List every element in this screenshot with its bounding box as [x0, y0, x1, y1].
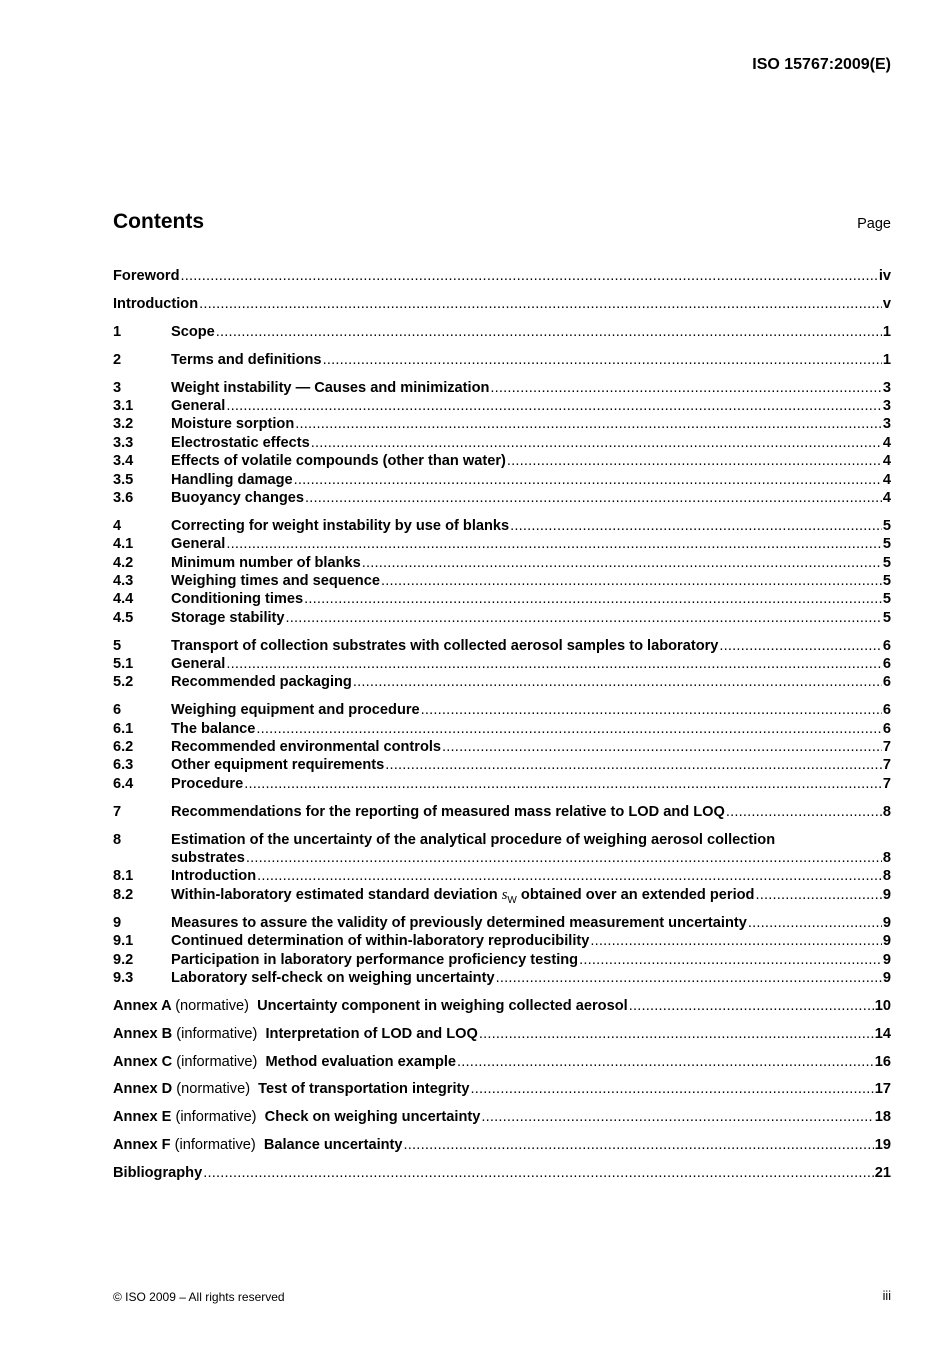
toc-number: 8.2 — [113, 886, 134, 903]
toc-label: Weight instability — Causes and minimization — [171, 379, 490, 396]
toc-page: 9 — [882, 933, 891, 950]
toc-label: The balance — [171, 720, 256, 737]
toc-number: 3.1 — [113, 397, 134, 414]
toc-entry-annex-a[interactable] — [113, 998, 891, 1016]
toc-label: Annex D (normative) Test of transportation integrity — [113, 1081, 470, 1098]
toc-label: Weighing equipment and procedure — [171, 702, 420, 719]
toc-page: 9 — [882, 951, 891, 968]
toc-number: 6.3 — [113, 757, 134, 774]
toc-page: 18 — [874, 1109, 891, 1126]
toc-number: 5.1 — [113, 656, 134, 673]
toc-page: 4 — [882, 434, 891, 451]
dot-leader — [304, 591, 882, 607]
toc-label: Correcting for weight instability by use of blanks — [171, 517, 510, 534]
dot-leader — [323, 352, 882, 368]
toc-page: 1 — [882, 351, 891, 368]
dot-leader — [295, 416, 882, 432]
copyright-notice: © ISO 2009 – All rights reserved — [113, 1290, 285, 1304]
toc-label: Minimum number of blanks — [171, 554, 361, 571]
toc-entry-annex-f[interactable] — [113, 1137, 891, 1155]
toc-page: 7 — [882, 775, 891, 792]
toc-entry-5[interactable] — [113, 638, 891, 656]
dot-leader — [748, 915, 882, 931]
toc-entry-foreword[interactable] — [113, 268, 891, 286]
dot-leader — [471, 1081, 874, 1097]
toc-entry-5-1[interactable] — [113, 656, 891, 674]
dot-leader — [226, 536, 882, 552]
toc-label: Participation in laboratory performance proficiency testing — [171, 951, 579, 968]
toc-page: 21 — [874, 1165, 891, 1182]
dot-leader — [421, 702, 882, 718]
toc-page: 9 — [882, 914, 891, 931]
toc-entry-9-2[interactable] — [113, 952, 891, 970]
dot-leader — [481, 1109, 873, 1125]
toc-page: 3 — [882, 416, 891, 433]
toc-label: Recommended packaging — [171, 674, 352, 691]
dot-leader — [199, 296, 882, 312]
toc-entry-7[interactable] — [113, 804, 891, 822]
dot-leader — [442, 739, 882, 755]
toc-number: 4.3 — [113, 572, 134, 589]
toc-number: 5 — [113, 637, 122, 654]
dot-leader — [294, 472, 882, 488]
dot-leader — [286, 610, 882, 626]
toc-entry-6-3[interactable] — [113, 757, 891, 775]
toc-label: Annex F (informative) Balance uncertainty — [113, 1137, 403, 1154]
toc-number: 3.6 — [113, 489, 134, 506]
toc-label: Introduction — [113, 295, 199, 312]
toc-page: 16 — [874, 1053, 891, 1070]
toc-entry-3-6[interactable] — [113, 490, 891, 508]
toc-page: 9 — [882, 969, 891, 986]
table-of-contents — [113, 268, 891, 1184]
toc-entry-annex-d[interactable] — [113, 1081, 891, 1099]
toc-number: 9.3 — [113, 969, 134, 986]
toc-label: Transport of collection substrates with collected aerosol samples to laboratory — [171, 637, 719, 654]
dot-leader — [457, 1054, 874, 1070]
dot-leader — [305, 490, 882, 506]
toc-page: 19 — [874, 1137, 891, 1154]
toc-label: Weighing times and sequence — [171, 572, 380, 589]
toc-label: Moisture sorption — [171, 416, 295, 433]
toc-label: Laboratory self-check on weighing uncertainty — [171, 969, 495, 986]
toc-number: 9 — [113, 914, 122, 931]
toc-label: Foreword — [113, 268, 180, 284]
dot-leader — [496, 970, 882, 986]
dot-leader — [726, 804, 882, 820]
toc-number: 5.2 — [113, 674, 134, 691]
toc-label: Annex A (normative) Uncertainty component in weighing collected aerosol — [113, 997, 628, 1014]
toc-entry-9-3[interactable] — [113, 970, 891, 988]
toc-label: Buoyancy changes — [171, 489, 305, 506]
toc-number: 6.1 — [113, 720, 134, 737]
toc-entry-4-5[interactable] — [113, 610, 891, 628]
toc-label: General — [171, 656, 226, 673]
toc-entry-4[interactable] — [113, 518, 891, 536]
toc-entry-3-4[interactable] — [113, 453, 891, 471]
toc-entry-8[interactable] — [113, 832, 891, 850]
toc-entry-3-5[interactable] — [113, 472, 891, 490]
toc-number: 9.1 — [113, 933, 134, 950]
dot-leader — [353, 674, 882, 690]
toc-entry-9-1[interactable] — [113, 933, 891, 951]
toc-number: 4.2 — [113, 554, 134, 571]
toc-label: Annex B (informative) Interpretation of LOD and LOQ — [113, 1025, 478, 1042]
dot-leader — [579, 952, 882, 968]
toc-page: 3 — [882, 379, 891, 396]
dot-leader — [226, 656, 882, 672]
toc-page: 6 — [882, 656, 891, 673]
dot-leader — [203, 1165, 874, 1181]
toc-number: 3.2 — [113, 416, 134, 433]
dot-leader — [719, 638, 881, 654]
toc-label: General — [171, 536, 226, 553]
toc-label: Annex E (informative) Check on weighing uncertainty — [113, 1109, 481, 1126]
toc-label: Electrostatic effects — [171, 434, 310, 451]
toc-entry-4-3[interactable] — [113, 573, 891, 591]
dot-leader — [246, 850, 882, 866]
toc-page: 6 — [882, 637, 891, 654]
toc-page: iv — [878, 268, 891, 284]
toc-entry-3-2[interactable] — [113, 416, 891, 434]
toc-entry-5-2[interactable] — [113, 674, 891, 692]
dot-leader — [490, 380, 881, 396]
page-number: iii — [882, 1289, 891, 1303]
dot-leader — [180, 268, 877, 284]
toc-label: Conditioning times — [171, 591, 304, 608]
toc-page: 6 — [882, 702, 891, 719]
toc-label: Continued determination of within-laboratory reproducibility — [171, 933, 590, 950]
toc-page: 17 — [874, 1081, 891, 1098]
toc-entry-8-continuation[interactable] — [113, 850, 891, 868]
toc-label: Procedure — [171, 775, 244, 792]
toc-page: 5 — [882, 591, 891, 608]
dot-leader — [385, 757, 882, 773]
toc-page: 8 — [882, 803, 891, 820]
toc-number: 4.4 — [113, 591, 134, 608]
toc-entry-6[interactable] — [113, 702, 891, 720]
toc-page: 6 — [882, 674, 891, 691]
toc-entry-6-2[interactable] — [113, 739, 891, 757]
toc-entry-3-1[interactable] — [113, 398, 891, 416]
toc-label: General — [171, 397, 226, 414]
toc-label: Recommended environmental controls — [171, 739, 442, 756]
symbol-s-w: $s_W$ — [501, 886, 517, 906]
dot-leader — [404, 1137, 874, 1153]
page-column-label: Page — [857, 216, 891, 232]
dot-leader — [244, 776, 882, 792]
toc-entry-introduction[interactable] — [113, 296, 891, 314]
toc-number: 9.2 — [113, 951, 134, 968]
toc-page: 3 — [882, 397, 891, 414]
dot-leader — [216, 324, 882, 340]
toc-entry-bibliography[interactable] — [113, 1165, 891, 1183]
toc-label: Measures to assure the validity of previously determined measurement uncertainty — [171, 914, 747, 931]
toc-entry-6-4[interactable] — [113, 776, 891, 794]
toc-number: 8.1 — [113, 868, 134, 885]
dot-leader — [590, 933, 882, 949]
toc-entry-3[interactable] — [113, 380, 891, 398]
toc-label: Storage stability — [171, 609, 285, 626]
toc-number: 4.1 — [113, 536, 134, 553]
toc-label: Scope — [171, 323, 215, 340]
toc-page: 5 — [882, 609, 891, 626]
dot-leader — [362, 555, 882, 571]
toc-page: 8 — [882, 850, 891, 867]
dot-leader — [510, 518, 882, 534]
document-code: ISO 15767:2009(E) — [752, 56, 891, 73]
toc-entry-6-1[interactable] — [113, 721, 891, 739]
toc-entry-2[interactable] — [113, 352, 891, 370]
dot-leader — [629, 998, 874, 1014]
toc-label: Annex C (informative) Method evaluation example — [113, 1053, 457, 1070]
toc-label: Within-laboratory estimated standard deviation $s_W$ obtained over an extended period — [171, 886, 755, 906]
toc-entry-annex-b[interactable] — [113, 1026, 891, 1044]
toc-page: 6 — [882, 720, 891, 737]
toc-entry-4-4[interactable] — [113, 591, 891, 609]
toc-page: 1 — [882, 323, 891, 340]
dot-leader — [381, 573, 882, 589]
toc-page: 5 — [882, 517, 891, 534]
toc-number: 1 — [113, 323, 122, 340]
toc-number: 3.5 — [113, 471, 134, 488]
toc-label: Terms and definitions — [171, 351, 322, 368]
toc-page: 5 — [882, 572, 891, 589]
toc-label-line2: substrates — [171, 850, 245, 867]
toc-page: 14 — [874, 1025, 891, 1042]
toc-number: 2 — [113, 351, 122, 368]
toc-page: 10 — [874, 997, 891, 1014]
toc-page: 9 — [882, 886, 891, 903]
toc-label: Effects of volatile compounds (other than water) — [171, 453, 506, 470]
toc-entry-8-2[interactable] — [113, 887, 891, 905]
toc-number: 6 — [113, 702, 122, 719]
toc-entry-3-3[interactable] — [113, 435, 891, 453]
toc-number: 6.2 — [113, 739, 134, 756]
toc-label: Handling damage — [171, 471, 293, 488]
toc-number: 3 — [113, 379, 122, 396]
toc-entry-4-1[interactable] — [113, 536, 891, 554]
dot-leader — [755, 887, 881, 903]
toc-number: 6.4 — [113, 775, 134, 792]
dot-leader — [226, 398, 882, 414]
toc-label: Other equipment requirements — [171, 757, 385, 774]
toc-number: 8 — [113, 831, 122, 848]
dot-leader — [507, 453, 882, 469]
dot-leader — [257, 868, 882, 884]
toc-label: Bibliography — [113, 1165, 203, 1182]
toc-page: 4 — [882, 453, 891, 470]
dot-leader — [311, 435, 882, 451]
toc-number: 4 — [113, 517, 122, 534]
toc-number: 4.5 — [113, 609, 134, 626]
toc-page: 7 — [882, 739, 891, 756]
toc-page: 5 — [882, 536, 891, 553]
toc-label: Introduction — [171, 868, 257, 885]
toc-number: 3.3 — [113, 434, 134, 451]
toc-entry-9[interactable] — [113, 915, 891, 933]
toc-entry-4-2[interactable] — [113, 555, 891, 573]
contents-heading: Contents — [113, 210, 204, 233]
toc-entry-annex-c[interactable] — [113, 1054, 891, 1072]
toc-entry-1[interactable] — [113, 324, 891, 342]
toc-number: 3.4 — [113, 453, 134, 470]
toc-page: 7 — [882, 757, 891, 774]
toc-page: 4 — [882, 471, 891, 488]
toc-entry-annex-e[interactable] — [113, 1109, 891, 1127]
toc-page: 4 — [882, 489, 891, 506]
toc-number: 7 — [113, 803, 122, 820]
dot-leader — [479, 1026, 874, 1042]
toc-page: v — [882, 295, 891, 312]
toc-entry-8-1[interactable] — [113, 868, 891, 886]
toc-page: 8 — [882, 868, 891, 885]
toc-label-line1: Estimation of the uncertainty of the analytical procedure of weighing aerosol collection — [171, 831, 776, 848]
toc-page: 5 — [882, 554, 891, 571]
toc-label: Recommendations for the reporting of measured mass relative to LOD and LOQ — [171, 803, 725, 820]
dot-leader — [256, 721, 882, 737]
